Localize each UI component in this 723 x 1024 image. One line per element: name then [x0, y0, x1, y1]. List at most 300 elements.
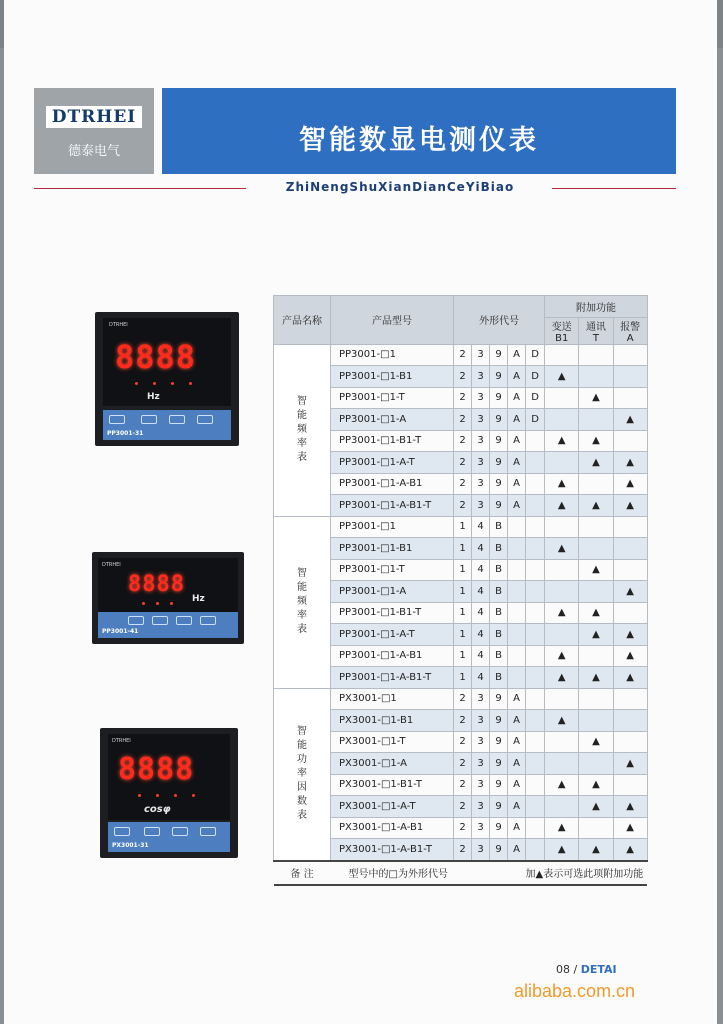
category-cell [274, 344, 331, 516]
function-cell-a [613, 731, 647, 753]
code-cell: A [508, 430, 526, 452]
table-row [274, 581, 648, 603]
code-cell: 3 [472, 774, 490, 796]
shift-key-icon [144, 827, 160, 836]
function-cell-t [579, 688, 613, 710]
note-label: 备 注 [274, 861, 331, 885]
meter-keypad [98, 612, 238, 638]
meter-brand-label: DTRHEI [112, 738, 131, 744]
code-cell: 1 [454, 559, 472, 581]
code-cell [508, 559, 526, 581]
code-cell: 2 [454, 710, 472, 732]
meter-model-label: PP3001-41 [102, 628, 139, 635]
code-cell [526, 817, 545, 839]
code-cell: 2 [454, 409, 472, 431]
code-cell: A [508, 495, 526, 517]
code-cell: 3 [472, 688, 490, 710]
code-cell: 4 [472, 602, 490, 624]
model-cell: PX3001-□1-B1 [331, 710, 454, 732]
code-cell: B [490, 559, 508, 581]
code-cell [526, 688, 545, 710]
code-cell: B [490, 602, 508, 624]
model-cell: PP3001-□1 [331, 344, 454, 366]
function-cell-a: ▲ [613, 796, 647, 818]
up-key-icon [176, 616, 192, 625]
code-cell [526, 774, 545, 796]
code-cell: B [490, 667, 508, 689]
code-cell: 1 [454, 645, 472, 667]
code-cell [526, 538, 545, 560]
code-cell: 4 [472, 581, 490, 603]
meter-model-label: PP3001-31 [107, 430, 144, 437]
indicator-led [142, 602, 145, 605]
down-key-icon [200, 827, 216, 836]
code-cell: 9 [490, 430, 508, 452]
meter-unit: Hz [192, 594, 205, 604]
meter-device-3 [100, 728, 238, 858]
code-cell [508, 538, 526, 560]
model-cell: PX3001-□1-A-B1-T [331, 839, 454, 861]
function-cell-t: ▲ [579, 452, 613, 474]
code-cell [508, 624, 526, 646]
code-cell: 2 [454, 344, 472, 366]
note-row [274, 861, 648, 885]
model-cell: PP3001-□1-T [331, 559, 454, 581]
divider-right [552, 188, 676, 189]
category-cell [274, 516, 331, 688]
table-row [274, 538, 648, 560]
function-cell-a [613, 688, 647, 710]
table-row [274, 516, 648, 538]
code-cell: 4 [472, 538, 490, 560]
function-cell-a: ▲ [613, 667, 647, 689]
footer-brand: DETAI [580, 963, 617, 976]
brand-logo [34, 88, 154, 174]
header-f2-code: T [592, 332, 599, 344]
code-cell: 9 [490, 710, 508, 732]
table-row [274, 645, 648, 667]
table-row [274, 473, 648, 495]
code-cell [508, 645, 526, 667]
function-cell-b1: ▲ [545, 602, 579, 624]
table-row [274, 774, 648, 796]
function-cell-a [613, 774, 647, 796]
code-cell: 3 [472, 817, 490, 839]
code-cell [508, 581, 526, 603]
code-cell: 3 [472, 839, 490, 861]
function-cell-t [579, 516, 613, 538]
code-cell: 3 [472, 753, 490, 775]
meter-brand-label: DTRHEI [109, 322, 128, 328]
function-cell-t: ▲ [579, 839, 613, 861]
code-cell: B [490, 624, 508, 646]
table-row [274, 344, 648, 366]
code-cell: 2 [454, 495, 472, 517]
indicator-led [192, 794, 195, 797]
model-cell: PP3001-□1-B1-T [331, 430, 454, 452]
code-cell: 2 [454, 473, 472, 495]
model-cell: PP3001-□1-A-B1-T [331, 495, 454, 517]
code-cell: 3 [472, 495, 490, 517]
function-cell-b1: ▲ [545, 366, 579, 388]
model-cell: PP3001-□1-B1-T [331, 602, 454, 624]
code-cell: 1 [454, 581, 472, 603]
function-cell-b1: ▲ [545, 667, 579, 689]
function-cell-t: ▲ [579, 602, 613, 624]
code-cell [526, 645, 545, 667]
table-row [274, 817, 648, 839]
brand-name: 德泰电气 [67, 144, 120, 159]
function-cell-t: ▲ [579, 731, 613, 753]
code-cell: 2 [454, 817, 472, 839]
header-f2-name: 通讯 [585, 321, 606, 333]
model-cell: PP3001-□1 [331, 516, 454, 538]
table-row [274, 430, 648, 452]
page-number [556, 963, 617, 976]
function-cell-b1: ▲ [545, 430, 579, 452]
meter-digits: 8888 [115, 338, 197, 376]
model-cell: PP3001-□1-B1 [331, 366, 454, 388]
code-cell [526, 452, 545, 474]
watermark: alibaba.com.cn [514, 981, 636, 1001]
code-cell: 4 [472, 516, 490, 538]
code-cell: 9 [490, 731, 508, 753]
model-cell: PP3001-□1-A [331, 409, 454, 431]
function-cell-b1: ▲ [545, 495, 579, 517]
divider-left [34, 188, 246, 189]
header-category: 产品名称 [274, 296, 331, 345]
code-cell: 4 [472, 559, 490, 581]
function-cell-a: ▲ [613, 473, 647, 495]
code-cell: A [508, 796, 526, 818]
function-cell-b1 [545, 624, 579, 646]
code-cell: 3 [472, 796, 490, 818]
function-cell-t [579, 645, 613, 667]
function-cell-b1: ▲ [545, 645, 579, 667]
indicator-led [171, 382, 174, 385]
function-cell-b1 [545, 688, 579, 710]
indicator-led [156, 794, 159, 797]
function-cell-b1 [545, 796, 579, 818]
code-cell: A [508, 753, 526, 775]
up-key-icon [169, 415, 185, 424]
code-cell: A [508, 839, 526, 861]
header-f3 [613, 317, 647, 344]
model-cell: PP3001-□1-A-B1 [331, 473, 454, 495]
meter-keypad [108, 822, 230, 852]
note-text-2: 加▲表示可选此项附加功能 [526, 861, 648, 885]
function-cell-a [613, 387, 647, 409]
table-row [274, 495, 648, 517]
code-cell: A [508, 387, 526, 409]
meter-unit: cosφ [144, 804, 171, 815]
page-title: 智能数显电测仪表 [299, 125, 539, 156]
page-number-value: 08 / [556, 963, 578, 976]
code-cell [526, 495, 545, 517]
function-cell-a [613, 710, 647, 732]
function-cell-a: ▲ [613, 753, 647, 775]
shift-key-icon [152, 616, 168, 625]
down-key-icon [197, 415, 213, 424]
table-row [274, 409, 648, 431]
function-cell-b1 [545, 516, 579, 538]
code-cell: 9 [490, 409, 508, 431]
header-f1 [545, 317, 579, 344]
table-row [274, 624, 648, 646]
model-cell: PP3001-□1-A-T [331, 452, 454, 474]
code-cell: 3 [472, 452, 490, 474]
code-cell: 9 [490, 452, 508, 474]
meter-keypad [103, 410, 231, 440]
code-cell [508, 667, 526, 689]
code-cell: 9 [490, 796, 508, 818]
function-cell-a [613, 516, 647, 538]
function-cell-t [579, 409, 613, 431]
code-cell [526, 581, 545, 603]
indicator-led [170, 602, 173, 605]
model-cell: PX3001-□1-A-T [331, 796, 454, 818]
code-cell: 9 [490, 495, 508, 517]
function-cell-t [579, 710, 613, 732]
code-cell: A [508, 409, 526, 431]
function-cell-t [579, 817, 613, 839]
function-cell-a: ▲ [613, 839, 647, 861]
code-cell: A [508, 774, 526, 796]
code-cell: 3 [472, 473, 490, 495]
code-cell: 1 [454, 516, 472, 538]
code-cell [526, 624, 545, 646]
indicator-led [189, 382, 192, 385]
code-cell [526, 731, 545, 753]
code-cell: 1 [454, 624, 472, 646]
function-cell-t [579, 538, 613, 560]
code-cell [526, 667, 545, 689]
code-cell [508, 602, 526, 624]
code-cell: 2 [454, 387, 472, 409]
function-cell-b1: ▲ [545, 473, 579, 495]
model-cell: PX3001-□1-A [331, 753, 454, 775]
header-f1-name: 变送 [551, 321, 572, 333]
code-cell: A [508, 817, 526, 839]
up-key-icon [172, 827, 188, 836]
category-label: 智能功率因数表 [297, 726, 307, 821]
table-row [274, 710, 648, 732]
code-cell: 2 [454, 839, 472, 861]
function-cell-a: ▲ [613, 452, 647, 474]
code-cell: 9 [490, 688, 508, 710]
header-f3-code: A [626, 332, 634, 344]
shift-key-icon [141, 415, 157, 424]
function-cell-t: ▲ [579, 624, 613, 646]
code-cell: B [490, 538, 508, 560]
code-cell [526, 710, 545, 732]
spec-table [273, 295, 648, 886]
function-cell-t [579, 473, 613, 495]
code-cell [526, 796, 545, 818]
function-cell-t [579, 753, 613, 775]
indicator-led [156, 602, 159, 605]
code-cell [526, 430, 545, 452]
function-cell-t: ▲ [579, 796, 613, 818]
code-cell: A [508, 688, 526, 710]
code-cell: A [508, 473, 526, 495]
model-cell: PX3001-□1-T [331, 731, 454, 753]
table-row [274, 366, 648, 388]
code-cell: 1 [454, 602, 472, 624]
function-cell-b1 [545, 581, 579, 603]
function-cell-b1: ▲ [545, 774, 579, 796]
code-cell [508, 516, 526, 538]
function-cell-t [579, 581, 613, 603]
code-cell: B [490, 516, 508, 538]
header-functions: 附加功能 [545, 296, 648, 318]
function-cell-b1: ▲ [545, 817, 579, 839]
code-cell: 3 [472, 731, 490, 753]
down-key-icon [200, 616, 216, 625]
meter-device-1 [95, 312, 239, 446]
code-cell: 9 [490, 774, 508, 796]
function-cell-b1: ▲ [545, 710, 579, 732]
category-label: 智能频率表 [297, 396, 307, 463]
code-cell: 1 [454, 667, 472, 689]
code-cell [526, 559, 545, 581]
code-cell: 4 [472, 645, 490, 667]
code-cell: 9 [490, 753, 508, 775]
code-cell: A [508, 710, 526, 732]
note-text-1: 型号中的□为外形代号 [331, 861, 526, 885]
table-row [274, 796, 648, 818]
model-cell: PP3001-□1-A-B1-T [331, 667, 454, 689]
code-cell [526, 473, 545, 495]
code-cell: B [490, 645, 508, 667]
code-cell: 2 [454, 688, 472, 710]
code-cell: 9 [490, 366, 508, 388]
function-cell-a [613, 538, 647, 560]
meter-digits: 8888 [128, 572, 185, 597]
model-cell: PP3001-□1-T [331, 387, 454, 409]
code-cell: A [508, 344, 526, 366]
code-cell: 3 [472, 366, 490, 388]
code-cell [526, 839, 545, 861]
model-cell: PX3001-□1-A-B1 [331, 817, 454, 839]
title-pinyin: ZhiNengShuXianDianCeYiBiao [285, 180, 515, 194]
function-cell-a [613, 430, 647, 452]
function-cell-b1 [545, 731, 579, 753]
model-cell: PP3001-□1-A-T [331, 624, 454, 646]
function-cell-a: ▲ [613, 495, 647, 517]
table-row [274, 667, 648, 689]
meter-unit: Hz [147, 392, 160, 402]
category-cell [274, 688, 331, 861]
code-cell: 9 [490, 839, 508, 861]
table-row [274, 602, 648, 624]
set-key-icon [109, 415, 125, 424]
model-cell: PX3001-□1 [331, 688, 454, 710]
function-cell-a: ▲ [613, 645, 647, 667]
function-cell-a: ▲ [613, 409, 647, 431]
table-row [274, 452, 648, 474]
title-banner [162, 88, 676, 174]
function-cell-t: ▲ [579, 774, 613, 796]
code-cell: 9 [490, 344, 508, 366]
function-cell-a: ▲ [613, 624, 647, 646]
code-cell: 9 [490, 817, 508, 839]
header-f2 [579, 317, 613, 344]
code-cell: 2 [454, 366, 472, 388]
code-cell: 2 [454, 731, 472, 753]
header-f1-code: B1 [555, 332, 569, 344]
model-cell: PX3001-□1-B1-T [331, 774, 454, 796]
set-key-icon [114, 827, 130, 836]
code-cell: A [508, 731, 526, 753]
code-cell: 3 [472, 409, 490, 431]
code-cell: D [526, 366, 545, 388]
category-label: 智能频率表 [297, 568, 307, 635]
table-row [274, 731, 648, 753]
code-cell: 3 [472, 430, 490, 452]
indicator-led [135, 382, 138, 385]
header-model: 产品型号 [331, 296, 454, 345]
function-cell-t: ▲ [579, 559, 613, 581]
function-cell-t: ▲ [579, 387, 613, 409]
function-cell-t: ▲ [579, 430, 613, 452]
code-cell: 2 [454, 774, 472, 796]
function-cell-a: ▲ [613, 581, 647, 603]
code-cell: D [526, 387, 545, 409]
table-row [274, 559, 648, 581]
code-cell: A [508, 452, 526, 474]
code-cell: D [526, 344, 545, 366]
function-cell-a [613, 366, 647, 388]
table-row [274, 387, 648, 409]
function-cell-b1 [545, 452, 579, 474]
code-cell [526, 516, 545, 538]
function-cell-b1: ▲ [545, 839, 579, 861]
indicator-led [174, 794, 177, 797]
set-key-icon [128, 616, 144, 625]
code-cell: 9 [490, 387, 508, 409]
code-cell: 4 [472, 624, 490, 646]
header-code: 外形代号 [454, 296, 545, 345]
meter-device-2 [92, 552, 244, 644]
code-cell: 2 [454, 452, 472, 474]
function-cell-t: ▲ [579, 495, 613, 517]
code-cell: 4 [472, 667, 490, 689]
function-cell-a [613, 559, 647, 581]
code-cell: D [526, 409, 545, 431]
meter-digits: 8888 [118, 752, 195, 787]
function-cell-b1 [545, 409, 579, 431]
function-cell-b1 [545, 753, 579, 775]
logo-wordmark: DTRHEI [46, 106, 142, 128]
code-cell [526, 753, 545, 775]
code-cell: 3 [472, 710, 490, 732]
indicator-led [138, 794, 141, 797]
table-row [274, 753, 648, 775]
code-cell: 9 [490, 473, 508, 495]
code-cell: 2 [454, 430, 472, 452]
table-row [274, 839, 648, 861]
indicator-led [153, 382, 156, 385]
function-cell-a [613, 344, 647, 366]
function-cell-b1 [545, 559, 579, 581]
code-cell: 2 [454, 796, 472, 818]
code-cell: 2 [454, 753, 472, 775]
meter-brand-label: DTRHEI [102, 562, 121, 568]
code-cell: 3 [472, 344, 490, 366]
function-cell-a [613, 602, 647, 624]
function-cell-b1 [545, 387, 579, 409]
